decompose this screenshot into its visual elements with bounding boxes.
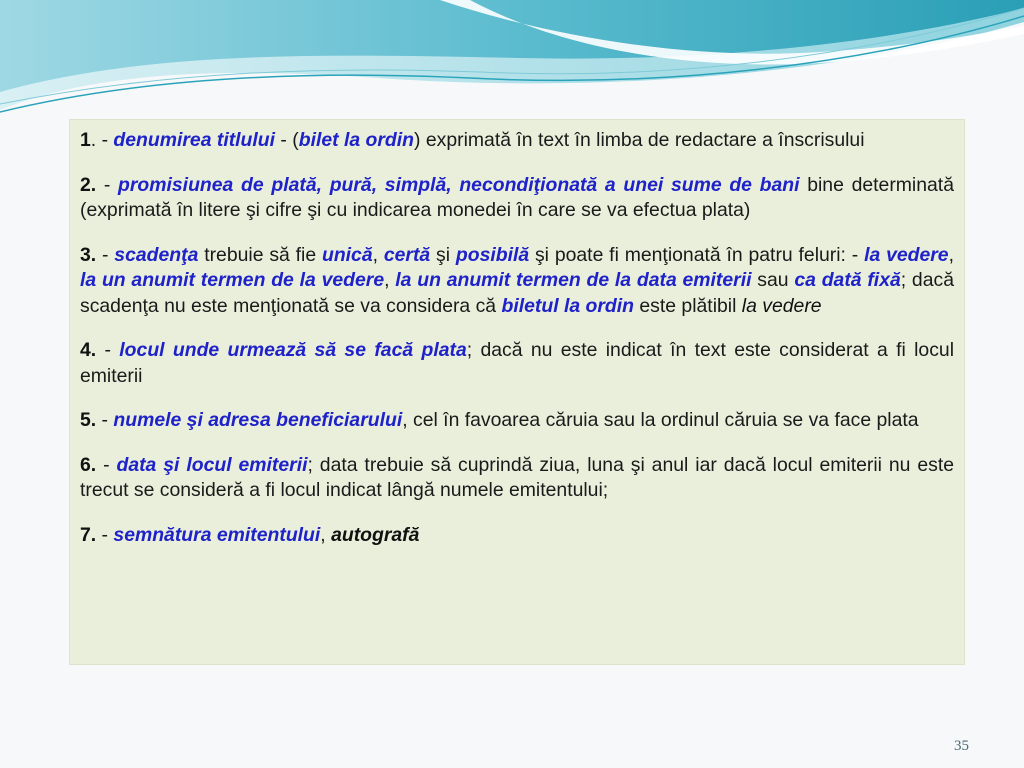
emphasis-text: denumirea titlului bbox=[113, 129, 276, 151]
emphasis-text: certă bbox=[383, 243, 431, 266]
emphasis-text: data şi locul emiterii bbox=[116, 453, 308, 476]
text-run: ; dacă scadenţa nu este menţionată se va considera că bbox=[80, 269, 954, 317]
emphasis-text: la un anumit termen de la data emiterii bbox=[395, 269, 752, 291]
text-run: bine determinată (exprimată în litere şi cifre şi cu indicarea monedei în care se va efectua plata) bbox=[80, 173, 954, 221]
emphasis-text: promisiunea de plată, pură, simplă, necondiţionată a unei sume de bani bbox=[118, 173, 800, 196]
text-run: , bbox=[948, 243, 954, 266]
text-run: , bbox=[372, 243, 384, 266]
emphasis-text: biletul la ordin bbox=[501, 294, 634, 317]
emphasis-text: la vedere bbox=[864, 243, 949, 266]
text-run: - bbox=[96, 523, 114, 546]
emphasis-text: la un anumit termen de la vedere bbox=[80, 269, 385, 291]
text-run: , cel în favoarea căruia sau la ordinul căruia se va face plata bbox=[402, 409, 919, 431]
text-run: , bbox=[320, 523, 332, 546]
emphasis-text: 2. bbox=[80, 173, 97, 196]
list-item bbox=[80, 453, 954, 504]
text-run: - bbox=[96, 453, 117, 476]
emphasis-text: ca dată fixă bbox=[794, 269, 901, 291]
list-item bbox=[80, 173, 954, 224]
text-run: - bbox=[96, 173, 119, 196]
emphasis-text: 6. bbox=[80, 453, 97, 476]
emphasis-text: unică bbox=[321, 243, 373, 266]
text-run: şi poate fi menţionată în patru feluri: - bbox=[529, 243, 865, 266]
list-item bbox=[80, 523, 954, 549]
page-number: 35 bbox=[954, 738, 969, 754]
text-run: - ( bbox=[275, 129, 299, 151]
text-run: sau bbox=[751, 269, 795, 291]
emphasis-text: 7. bbox=[80, 523, 97, 546]
text-run: este plătibil bbox=[634, 294, 742, 317]
emphasis-text: 4. bbox=[80, 339, 97, 361]
emphasis-text: semnătura emitentului bbox=[113, 523, 321, 546]
emphasis-text: numele şi adresa beneficiarului bbox=[113, 409, 403, 431]
text-run: - bbox=[96, 339, 120, 361]
text-run: - bbox=[96, 409, 114, 431]
text-run: ) exprimată în text în limba de redactare a înscrisului bbox=[414, 129, 865, 151]
text-run: şi bbox=[430, 243, 456, 266]
text-run: ; data trebuie să cuprindă ziua, luna şi anul iar dacă locul emiterii nu este trecut se consideră a fi locul indicat lângă numele emitentului; bbox=[80, 453, 955, 501]
text-run: ; dacă nu este indicat în text este considerat a fi locul emiterii bbox=[80, 339, 955, 387]
text-run: . - bbox=[90, 129, 114, 151]
emphasis-text: scadenţa bbox=[114, 243, 199, 266]
emphasis-text: la vedere bbox=[741, 294, 822, 317]
emphasis-text: locul unde urmează să se facă plata bbox=[119, 339, 467, 361]
text-run: , bbox=[384, 269, 396, 291]
emphasis-text: autografă bbox=[331, 523, 420, 546]
emphasis-text: 5. bbox=[80, 409, 97, 431]
emphasis-text: posibilă bbox=[455, 243, 530, 266]
list-item bbox=[80, 338, 954, 389]
emphasis-text: 1 bbox=[80, 129, 91, 151]
list-item bbox=[80, 128, 954, 154]
content-box bbox=[69, 119, 965, 665]
emphasis-text: bilet la ordin bbox=[298, 129, 415, 151]
text-run: trebuie să fie bbox=[198, 243, 322, 266]
text-run: - bbox=[96, 243, 115, 266]
header-wave-decoration bbox=[0, 0, 1024, 130]
list-item bbox=[80, 243, 954, 320]
emphasis-text: 3. bbox=[80, 243, 97, 266]
list-item bbox=[80, 408, 954, 434]
